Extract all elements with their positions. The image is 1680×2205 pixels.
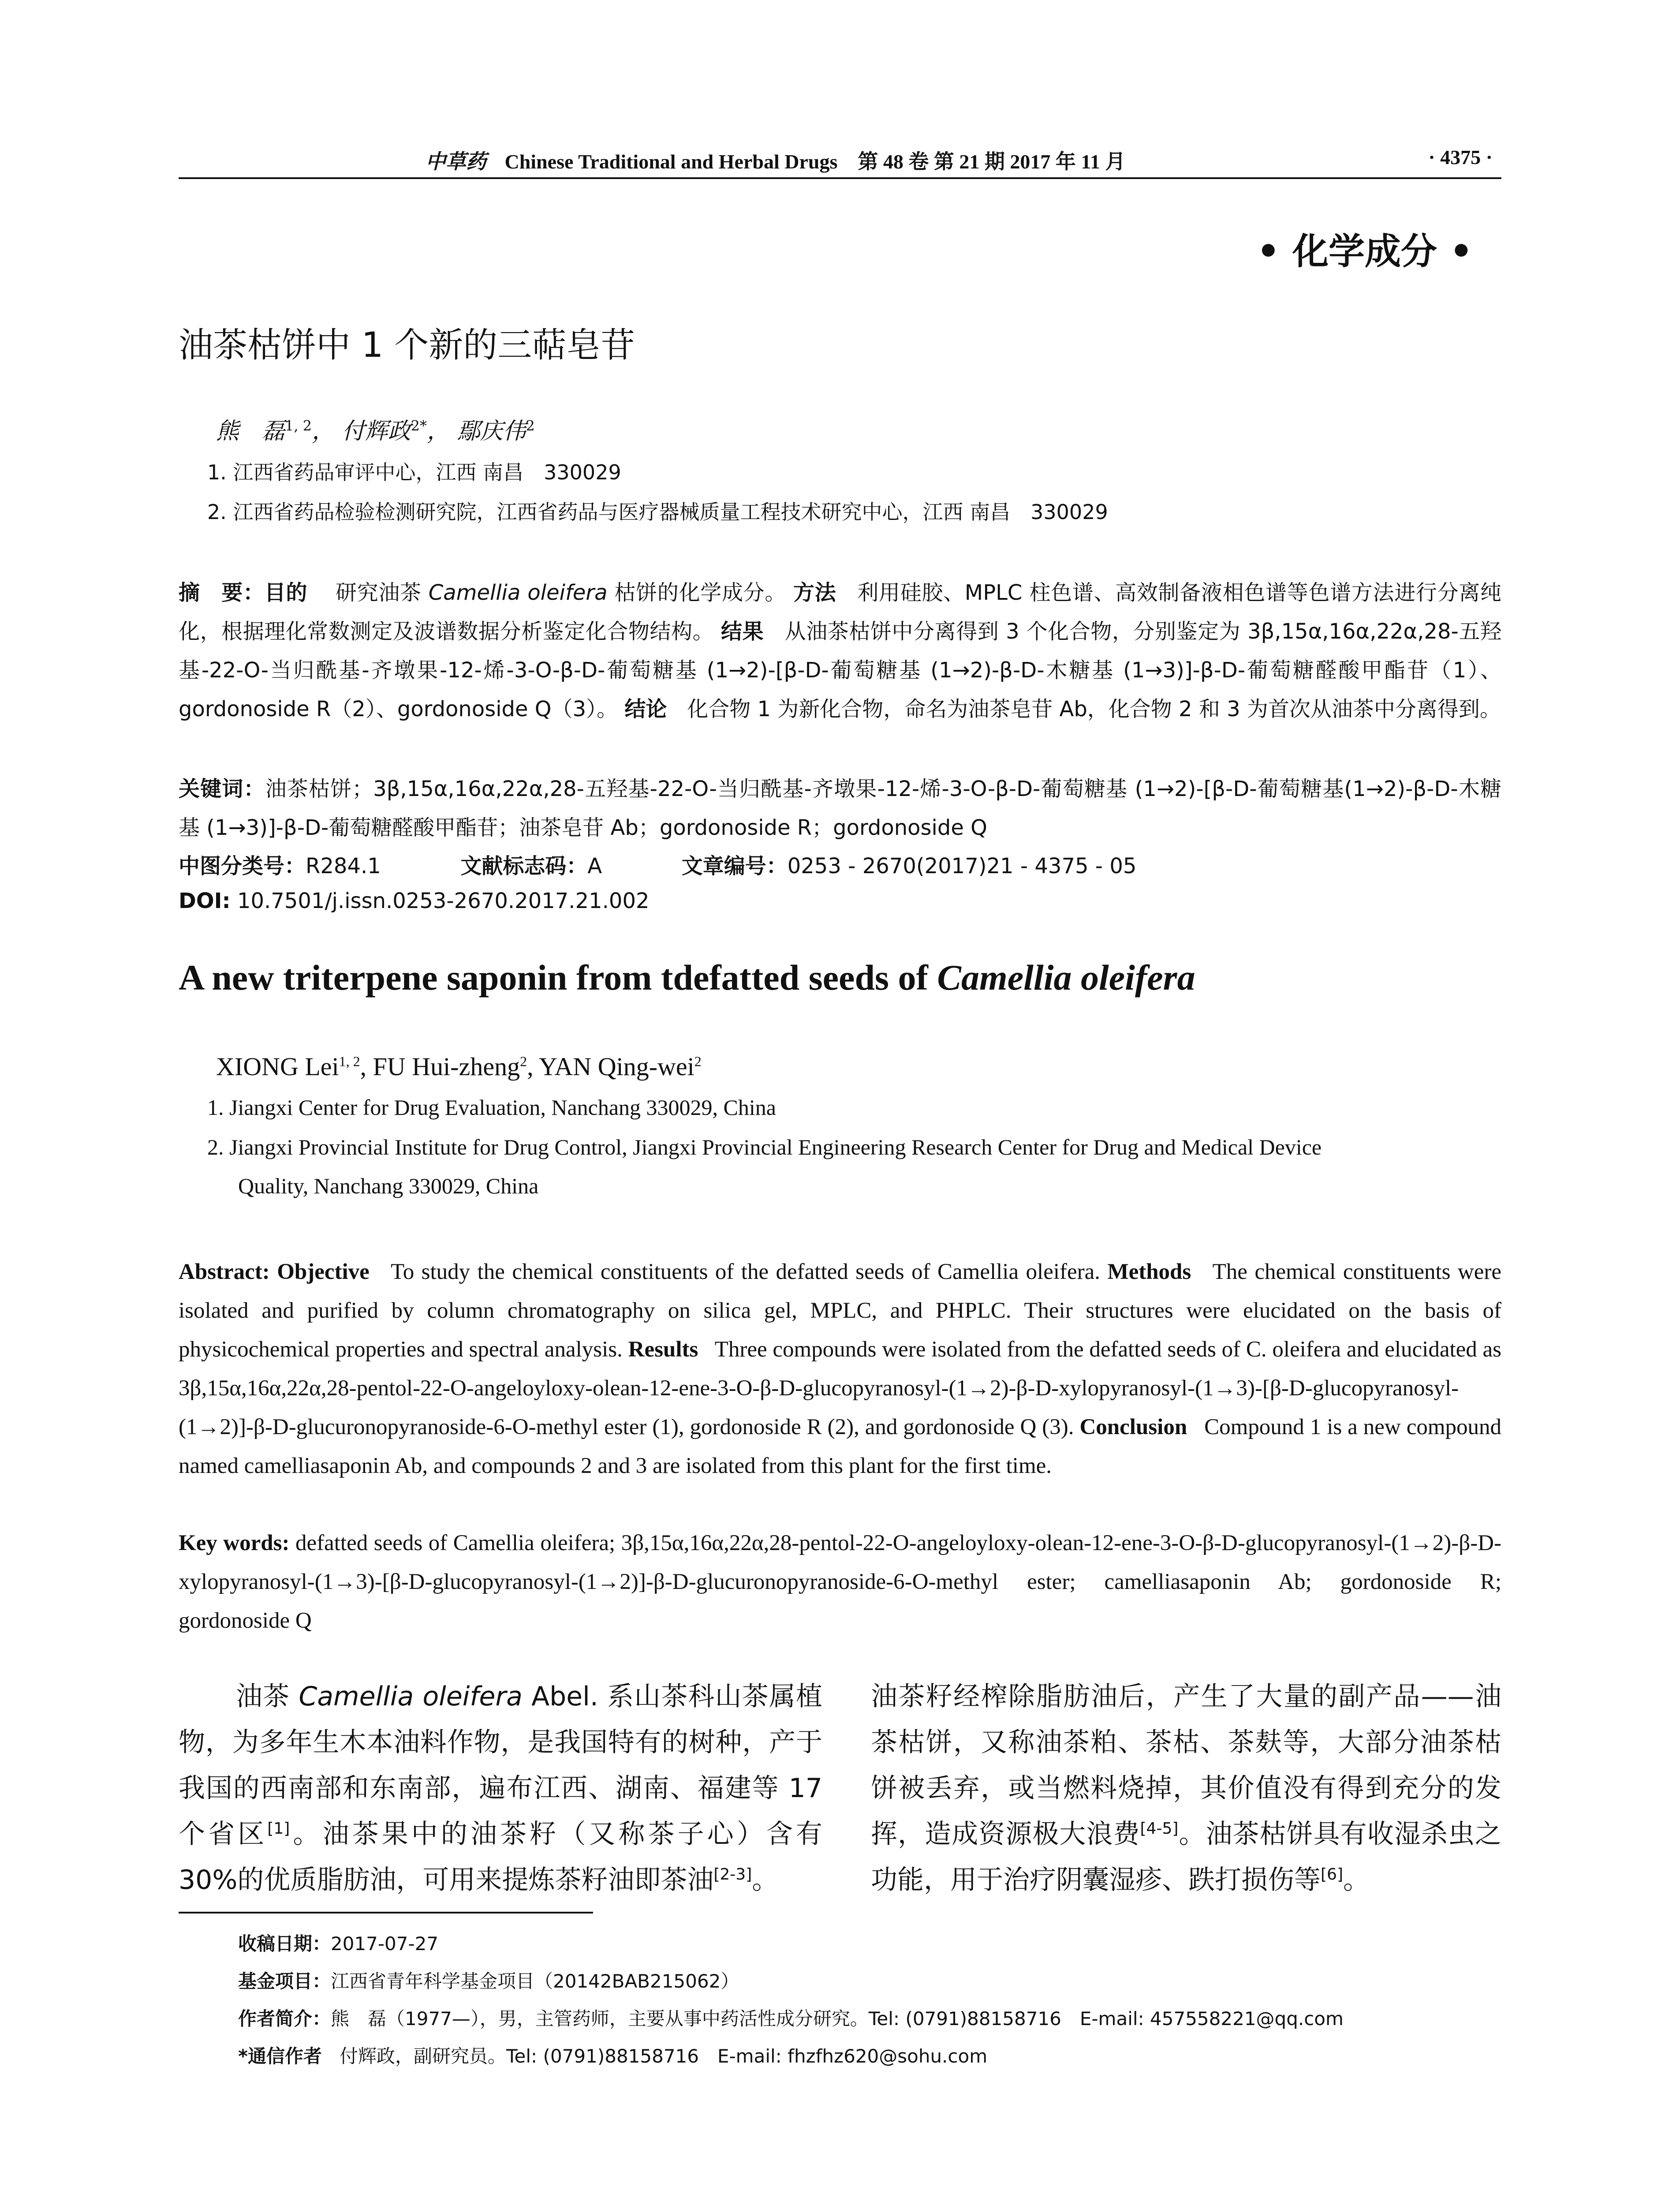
en-keywords-text: defatted seeds of Camellia oleifera; 3β,15α,16α,22α,28-pentol-22-O-angeloyloxy-olean-12-ene-3-O-β-D-glucopyranosyl-(1→2)-β-D-xylopyranosyl-(1→3)-[β-D-glucopyranosyl-(1→2)]-β-D-glucuronopyranoside-6-O-methyl ester; camelliasaponin Ab; gordonoside R; gordonoside Q (179, 1531, 1501, 1633)
body-text: 。 (752, 1865, 779, 1895)
en-author: FU Hui-zheng (373, 1052, 520, 1081)
cn-affiliation: 1. 江西省药品审评中心，江西 南昌 330029 (207, 460, 621, 484)
en-results-label: Results (628, 1337, 698, 1362)
en-conclusion-label: Conclusion (1079, 1415, 1187, 1439)
cn-authors: 熊 磊$^{1, 2}$， 付辉政$^{2*}$， 鄢庆伟$^2$ (216, 417, 535, 445)
body-text: 油茶籽经榨除脂肪油后，产生了大量的副产品——油茶枯饼，又称油茶粕、茶枯、茶麸等，大部分油茶枯饼被丢弃，或当燃料烧掉，其价值没有得到充分的发挥，造成资源极大浪费 (871, 1681, 1501, 1850)
corr-label: *通信作者 (238, 2045, 322, 2067)
cn-title: 油茶枯饼中 1 个新的三萜皂苷 (179, 325, 635, 365)
cn-author: 熊 磊 (216, 418, 285, 445)
section-tag: • 化学成分 • (1257, 231, 1473, 273)
cn-results-text: 从油茶枯饼中分离得到 3 个化合物，分别鉴定为 3β,15α,16α,22α,28-五羟基-22-O-当归酰基-齐墩果-12-烯-3-O-β-D-葡萄糖基 (1→2)-[β-D-葡萄糖基 (1→2)-β-D-木糖基 (1→3)]-β-D-葡萄糖醛酸甲酯苷（1）、gordonoside R（2）、gordonoside Q（3）。 (179, 619, 1501, 721)
cn-methods-text: 利用硅胶、MPLC 柱色谱、高效制备液相色谱等色谱方法进行分离纯化，根据理化常数测定及波谱数据分析鉴定化合物结构。 (179, 580, 1501, 644)
cn-author: 鄢庆伟 (457, 418, 526, 445)
journal-issue: 第 48 卷 第 21 期 2017 年 11 月 (858, 150, 1126, 173)
cn-conclusion-text: 化合物 1 为新化合物，命名为油茶皂苷 Ab，化合物 2 和 3 为首次从油茶中分离得到。 (687, 697, 1501, 721)
cn-objective-species: Camellia oleifera (428, 580, 608, 605)
en-methods-label: Methods (1107, 1259, 1191, 1284)
en-authors: XIONG Lei$^{1, 2}$, FU Hui-zheng$^2$, YAN Qing-wei$^2$ (216, 1052, 702, 1081)
en-conclusion-text: Compound 1 is a new compound named camelliasaponin Ab, and compounds 2 and 3 are isolated from this plant for the first time. (179, 1415, 1502, 1478)
cn-author: 付辉政 (342, 418, 411, 445)
en-title-species: Camellia oleifera (937, 957, 1195, 998)
cn-abstract-label: 摘 要： (179, 580, 265, 605)
doi-label: DOI: (179, 889, 231, 913)
cn-keywords-label: 关键词： (179, 777, 265, 801)
clc-label: 中图分类号： (179, 854, 306, 878)
body-text: 。 (1343, 1865, 1370, 1895)
en-methods-text: The chemical constituents were isolated and purified by column chromatography on silica gel, MPLC, and PHPLC. Their structures were elucidated on the basis of physicochemical properties and spectral analysis. (179, 1259, 1501, 1362)
footnote-correspondence (238, 2042, 987, 2068)
footnote-divider (179, 1912, 593, 1913)
journal-name: Chinese Traditional and Herbal Drugs (504, 150, 838, 173)
en-results-text: Three compounds were isolated from the defatted seeds of C. oleifera and elucidated as 3β,15α,16α,22α,28-pentol-22-O-angeloyloxy-olean-12-ene-3-O-β-D-glucopyranosyl-(1→2)-β-D-xylopyranosyl-(1→3)-[β-D-glucopyranosyl-(1→2)]-β-D-glucuronopyranoside-6-O-methyl ester (1), gordonoside R (2), and gordonoside Q (3). (179, 1337, 1501, 1439)
body-text: 。油茶果中的油茶籽（又称茶子心）含有 30%的优质脂肪油，可用来提炼茶籽油即茶油 (179, 1819, 823, 1895)
en-keywords (179, 1524, 1501, 1640)
en-affiliation: 2. Jiangxi Provincial Institute for Drug Control, Jiangxi Provincial Engineering Research Center for Drug and Medical Device (207, 1135, 1322, 1159)
page-number: · 4375 · (1428, 146, 1493, 168)
body-text: Abel. 系山茶科山茶属植物，为多年生木本油料作物，是我国特有的树种，产于我国的西南部和东南部，遍布江西、湖南、福建等 17 个省区 (179, 1681, 822, 1850)
en-author-sup: 1, 2 (339, 1053, 360, 1069)
cn-objective-text-end: 枯饼的化学成分。 (607, 580, 787, 605)
cn-objective-text: 研究油茶 (336, 580, 429, 605)
article-no-label: 文章编号： (681, 854, 788, 878)
cn-results-label: 结果 (721, 619, 764, 644)
en-author-sup: 2 (520, 1053, 527, 1069)
en-affiliation: 1. Jiangxi Center for Drug Evaluation, Nanchang 330029, China (207, 1095, 776, 1120)
clc-value: R284.1 (306, 854, 381, 878)
cn-author-sup: 2 (526, 417, 535, 434)
body-text: 油茶 (236, 1681, 299, 1712)
body-column-left (179, 1674, 822, 1903)
cn-keywords (179, 770, 1501, 847)
footnote-fund (238, 1967, 739, 1993)
cn-author-sup: 2* (411, 417, 427, 434)
doi-value[interactable]: 10.7501/j.issn.0253-2670.2017.21.002 (237, 889, 650, 913)
en-title (179, 957, 1195, 998)
received-date: 2017-07-27 (331, 1933, 439, 1955)
citation[interactable]: [1] (267, 1820, 290, 1838)
doc-code-value: A (587, 854, 602, 878)
cn-classification-line (179, 849, 1136, 879)
en-objective-label: Objective (277, 1259, 370, 1284)
citation[interactable]: [2-3] (713, 1865, 752, 1884)
fund-label: 基金项目： (238, 1970, 331, 1992)
cn-methods-label: 方法 (793, 580, 836, 605)
body-text: 。油茶枯饼具有收湿杀虫之功能，用于治疗阴囊湿疹、跌打损伤等 (871, 1819, 1502, 1895)
body-species: Camellia oleifera (299, 1681, 523, 1712)
en-title-text: A new triterpene saponin from tdefatted seeds of (179, 957, 937, 998)
header-left (426, 146, 1125, 175)
body-column-right (871, 1674, 1501, 1903)
en-objective-text: To study the chemical constituents of the defatted seeds of Camellia oleifera. (391, 1259, 1100, 1284)
doi-line (179, 889, 650, 913)
cn-author-sup: 1, 2 (285, 417, 312, 434)
cn-conclusion-label: 结论 (624, 697, 667, 721)
cn-affiliation: 2. 江西省药品检验检测研究院，江西省药品与医疗器械质量工程技术研究中心，江西 南昌 330029 (207, 500, 1108, 524)
en-abstract (179, 1252, 1501, 1485)
received-label: 收稿日期： (238, 1933, 331, 1955)
journal-logo: 中草药 (426, 149, 486, 173)
citation[interactable]: [4-5] (1140, 1820, 1179, 1838)
en-author: XIONG Lei (216, 1052, 339, 1081)
citation[interactable]: [6] (1321, 1865, 1343, 1884)
en-author: YAN Qing-wei (538, 1052, 694, 1081)
corr-text: 付辉政，副研究员。Tel: (0791)88158716 E-mail: fhzfhz620@sohu.com (340, 2045, 988, 2067)
cn-keywords-text: 油茶枯饼；3β,15α,16α,22α,28-五羟基-22-O-当归酰基-齐墩果-12-烯-3-O-β-D-葡萄糖基 (1→2)-[β-D-葡萄糖基(1→2)-β-D-木糖基 (1→3)]-β-D-葡萄糖醛酸甲酯苷；油茶皂苷 Ab；gordonoside R；gordonoside Q (179, 777, 1501, 840)
fund-text: 江西省青年科学基金项目（20142BAB215062） (331, 1970, 739, 1992)
cn-abstract (179, 573, 1501, 729)
article-no-value: 0253 - 2670(2017)21 - 4375 - 05 (787, 854, 1137, 878)
running-header (179, 142, 1501, 179)
bio-text: 熊 磊（1977—），男，主管药师，主要从事中药活性成分研究。Tel: (0791)88158716 E-mail: 457558221@qq.com (331, 2008, 1344, 2029)
footnote-bio (238, 2004, 1344, 2031)
en-abstract-label: Abstract: (179, 1259, 270, 1284)
en-author-sup: 2 (694, 1053, 702, 1069)
cn-objective-label: 目的 (264, 580, 308, 605)
doc-code-label: 文献标志码： (460, 854, 588, 878)
en-keywords-label: Key words: (179, 1531, 290, 1555)
en-affiliation: Quality, Nanchang 330029, China (238, 1174, 539, 1198)
footnote-received (238, 1929, 438, 1956)
bio-label: 作者简介： (238, 2008, 331, 2029)
